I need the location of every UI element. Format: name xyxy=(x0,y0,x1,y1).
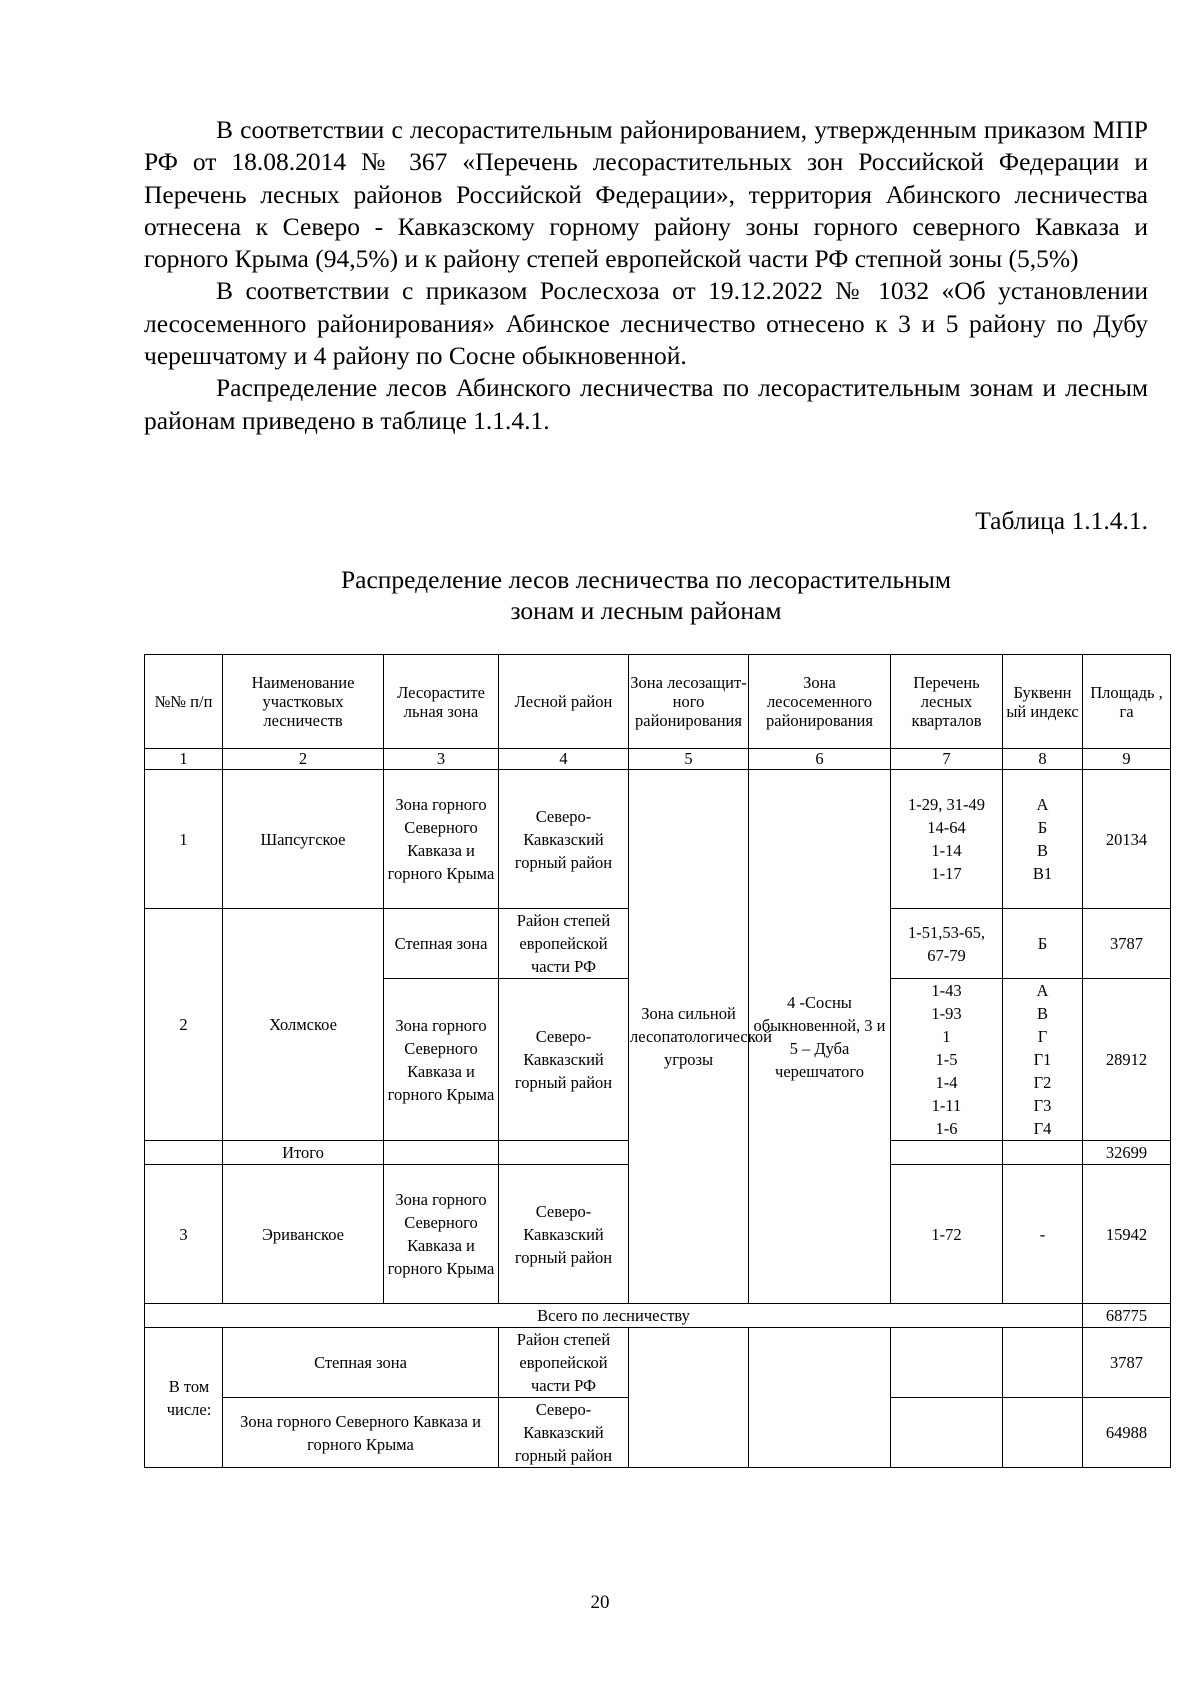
forest-zone: Зона горного Северного Кавказа и горного Крыма xyxy=(384,770,499,909)
empty-cell xyxy=(1003,1141,1083,1165)
quarters-list xyxy=(891,979,1003,1141)
col-number: 4 xyxy=(499,749,629,770)
forestry-name: Эриванское xyxy=(223,1165,384,1304)
protection-zone: Зона сильной лесопатологической угрозы xyxy=(629,770,749,1304)
index-letter: А xyxy=(1036,795,1049,814)
table-row xyxy=(145,770,1171,909)
forest-district: Район степей европейской части РФ xyxy=(499,1328,629,1398)
paragraph-1: В соответствии с лесорастительным районированием, утвержденным приказом МПР РФ от 18.08.2014 № 367 «Перечень лесорастительных зон Российской Федерации и Перечень лесных районов Российской Федерации», территория Абинского лесничества отнесена к Северо - Кавказскому горному району зоны горного северного Кавказа и горного Крыма (94,5%) и к району степей европейской части РФ степной зоны (5,5%) xyxy=(144,115,1148,274)
area-value: 20134 xyxy=(1083,770,1171,909)
forest-district: Северо-Кавказский горный район xyxy=(499,770,629,909)
empty-cell xyxy=(1003,1328,1083,1398)
including-steppe-label: Степная зона xyxy=(223,1328,499,1398)
including-steppe-area: 3787 xyxy=(1083,1328,1171,1398)
table-caption: Таблица 1.1.4.1. xyxy=(975,506,1148,535)
table-title-line-2: зонам и лесным районам xyxy=(510,596,782,625)
forest-distribution-table xyxy=(144,654,1171,1468)
index-letter: В xyxy=(1036,841,1048,860)
empty-cell xyxy=(1003,1398,1083,1468)
area-value: 28912 xyxy=(1083,979,1171,1141)
column-number-row xyxy=(145,749,1171,770)
col-number: 1 xyxy=(145,749,223,770)
subtotal-label: Итого xyxy=(223,1141,384,1165)
header-row xyxy=(145,655,1171,749)
forestry-name: Шапсугское xyxy=(223,770,384,909)
index-letter: А xyxy=(1036,981,1049,1000)
empty-cell xyxy=(891,1141,1003,1165)
paragraph-3: Распределение лесов Абинского лесничества по лесорастительным зонам и лесным районам приведено в таблице 1.1.4.1. xyxy=(144,373,1148,435)
header-zone: Лесорастите льная зона xyxy=(384,655,499,749)
quarter: 1-51,53-65, xyxy=(908,922,985,942)
including-mountain-label: Зона горного Северного Кавказа и горного Крыма xyxy=(223,1398,499,1468)
header-forestry: Наименование участковых лесничеств xyxy=(223,655,384,749)
area-value: 15942 xyxy=(1083,1165,1171,1304)
header-protection-zone: Зона лесозащит-ного районирования xyxy=(629,655,749,749)
empty-cell xyxy=(891,1398,1003,1468)
index-letter: Г4 xyxy=(1033,1119,1052,1138)
col-number: 5 xyxy=(629,749,749,770)
index-letter: Б xyxy=(1037,818,1048,837)
total-label: Всего по лесничеству xyxy=(145,1304,1083,1328)
header-num: №№ п/п xyxy=(145,655,223,749)
including-mountain-area: 64988 xyxy=(1083,1398,1171,1468)
index-letter: Г xyxy=(1037,1027,1048,1046)
page-number: 20 xyxy=(590,1592,610,1613)
quarter: 1-17 xyxy=(931,864,962,883)
empty-cell xyxy=(384,1141,499,1165)
header-quarters: Перечень лесных кварталов xyxy=(891,655,1003,749)
forest-district: Северо-Кавказский горный район xyxy=(499,1165,629,1304)
empty-cell xyxy=(629,1328,749,1468)
forest-district: Северо-Кавказский горный район xyxy=(499,979,629,1141)
table-title-line-1: Распределение лесов лесничества по лесорастительным xyxy=(340,565,952,594)
index-letter: Г2 xyxy=(1033,1073,1052,1092)
row-num: 3 xyxy=(145,1165,223,1304)
header-area: Площадь , га xyxy=(1083,655,1171,749)
quarters-list xyxy=(891,909,1003,979)
index-letter: Г1 xyxy=(1033,1050,1052,1069)
forest-zone: Степная зона xyxy=(384,909,499,979)
forest-zone: Зона горного Северного Кавказа и горного Крыма xyxy=(384,979,499,1141)
header-district: Лесной район xyxy=(499,655,629,749)
quarter: 1-43 xyxy=(931,981,962,1000)
including-label: В том числе: xyxy=(145,1328,223,1468)
forest-zone: Зона горного Северного Кавказа и горного Крыма xyxy=(384,1165,499,1304)
table-title xyxy=(144,564,1148,626)
col-number: 7 xyxy=(891,749,1003,770)
quarter: 67-79 xyxy=(927,945,966,965)
quarter: 1-93 xyxy=(931,1004,962,1023)
col-number: 8 xyxy=(1003,749,1083,770)
quarter: 1-6 xyxy=(935,1119,958,1138)
forestry-name: Холмское xyxy=(223,909,384,1141)
empty-cell xyxy=(891,1328,1003,1398)
header-seed-zone: Зона лесосеменного районирования xyxy=(749,655,891,749)
empty-cell xyxy=(499,1141,629,1165)
quarter: 1-5 xyxy=(935,1050,958,1069)
paragraph-2: В соответствии с приказом Рослесхоза от 19.12.2022 № 1032 «Об установлении лесосеменного районирования» Абинское лесничество отнесено к 3 и 5 району по Дубу черешчатому и 4 району по Сосне обыкновенной. xyxy=(144,276,1148,371)
quarter: 1-4 xyxy=(935,1073,958,1092)
empty-cell xyxy=(145,1141,223,1165)
header-index: Буквенн ый индекс xyxy=(1003,655,1083,749)
quarter: 1-14 xyxy=(931,841,962,860)
quarter: 1-29, 31-49 xyxy=(908,795,985,814)
index-letter: Г3 xyxy=(1033,1096,1052,1115)
body-text xyxy=(144,114,1148,437)
total-row xyxy=(145,1304,1171,1328)
row-num: 1 xyxy=(145,770,223,909)
col-number: 6 xyxy=(749,749,891,770)
quarter: 1-11 xyxy=(931,1096,962,1115)
including-steppe-row xyxy=(145,1328,1171,1398)
index-list xyxy=(1003,979,1083,1141)
quarter: 1 xyxy=(942,1027,951,1046)
index-value: - xyxy=(1003,1165,1083,1304)
index-letter: В1 xyxy=(1032,864,1053,883)
forest-district: Северо-Кавказский горный район xyxy=(499,1398,629,1468)
col-number: 9 xyxy=(1083,749,1171,770)
empty-cell xyxy=(749,1328,891,1468)
index-list xyxy=(1003,770,1083,909)
area-value: 3787 xyxy=(1083,909,1171,979)
subtotal-area: 32699 xyxy=(1083,1141,1171,1165)
col-number: 3 xyxy=(384,749,499,770)
quarters-value: 1-72 xyxy=(891,1165,1003,1304)
index-value: Б xyxy=(1003,909,1083,979)
total-area: 68775 xyxy=(1083,1304,1171,1328)
forest-district: Район степей европейской части РФ xyxy=(499,909,629,979)
quarters-list xyxy=(891,770,1003,909)
index-letter: В xyxy=(1036,1004,1048,1023)
row-num: 2 xyxy=(145,909,223,1141)
seed-zone: 4 -Сосны обыкновенной, 3 и 5 – Дуба черешчатого xyxy=(749,770,891,1304)
col-number: 2 xyxy=(223,749,384,770)
quarter: 14-64 xyxy=(927,818,966,837)
